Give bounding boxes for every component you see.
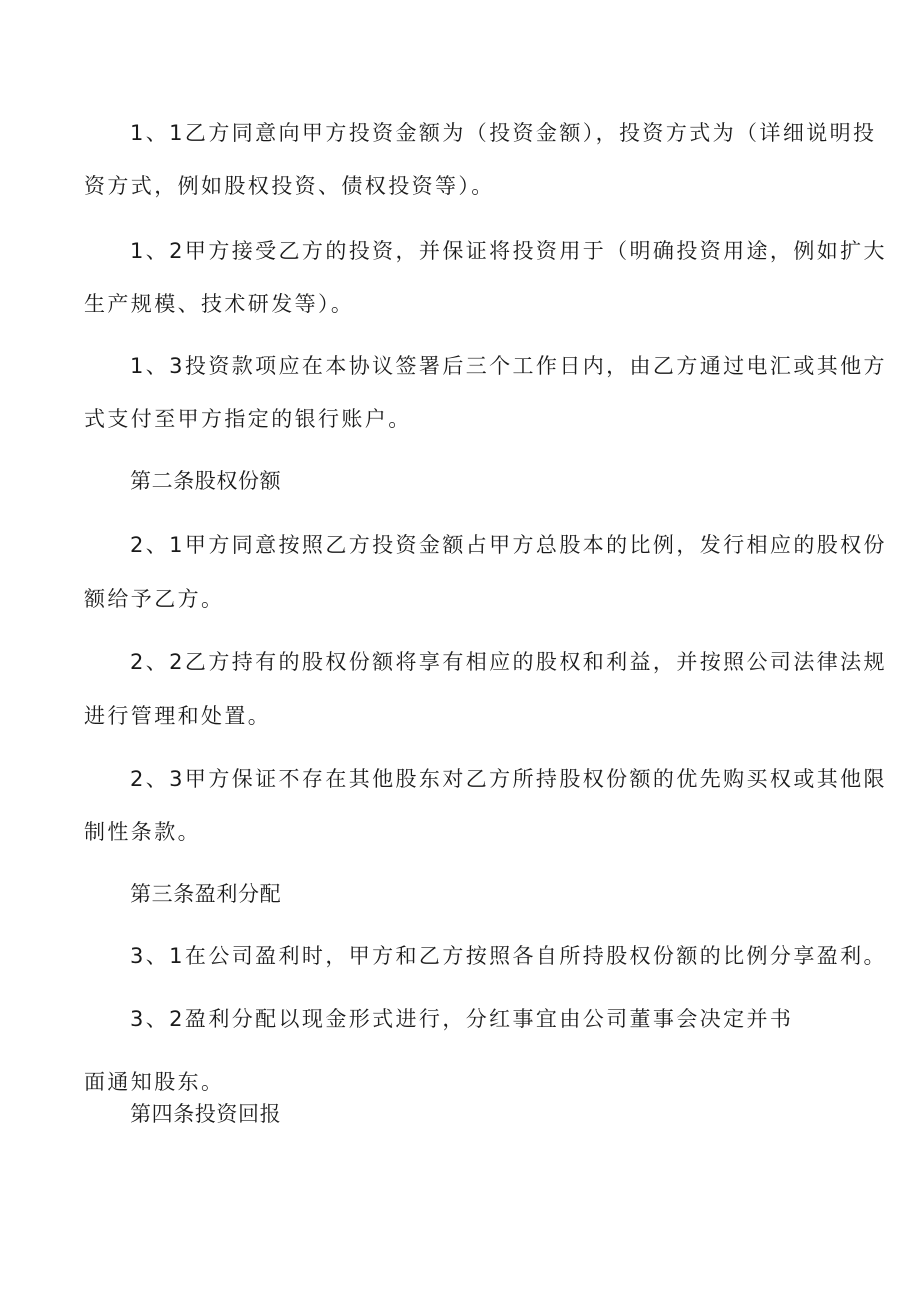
clause-1-3-line-2: 式支付至甲方指定的银行账户。 <box>84 407 412 431</box>
clause-2-3-line-1: 2、3甲方保证不存在其他股东对乙方所持股权份额的优先购买权或其他限 <box>130 767 887 791</box>
clause-2-1-line-1: 2、1甲方同意按照乙方投资金额占甲方总股本的比例，发行相应的股权份 <box>130 533 887 557</box>
clause-1-3-line-1: 1、3投资款项应在本协议签署后三个工作日内，由乙方通过电汇或其他方 <box>130 354 887 378</box>
clause-1-2-line-1: 1、2甲方接受乙方的投资，并保证将投资用于（明确投资用途，例如扩大 <box>130 239 887 263</box>
clause-2-2-line-1: 2、2乙方持有的股权份额将享有相应的股权和利益，并按照公司法律法规 <box>130 650 887 674</box>
article-4-heading: 第四条投资回报 <box>130 1102 282 1126</box>
clause-1-1-line-2: 资方式，例如股权投资、债权投资等）。 <box>84 174 495 198</box>
clause-3-1-line-1: 3、1在公司盈利时，甲方和乙方按照各自所持股权份额的比例分享盈利。 <box>130 944 887 968</box>
clause-2-3-line-2: 制性条款。 <box>84 820 201 844</box>
clause-2-2-line-2: 进行管理和处置。 <box>84 704 272 728</box>
clause-3-2-line-1: 3、2盈利分配以现金形式进行，分红事宜由公司董事会决定并书 <box>130 1007 794 1031</box>
article-2-heading: 第二条股权份额 <box>130 469 282 493</box>
clause-3-2-line-2: 面通知股东。 <box>84 1070 225 1094</box>
clause-1-2-line-2: 生产规模、技术研发等）。 <box>84 292 355 316</box>
clause-2-1-line-2: 额给予乙方。 <box>84 587 225 611</box>
article-3-heading: 第三条盈利分配 <box>130 882 282 906</box>
clause-1-1-line-1: 1、1乙方同意向甲方投资金额为（投资金额），投资方式为（详细说明投 <box>130 121 877 145</box>
